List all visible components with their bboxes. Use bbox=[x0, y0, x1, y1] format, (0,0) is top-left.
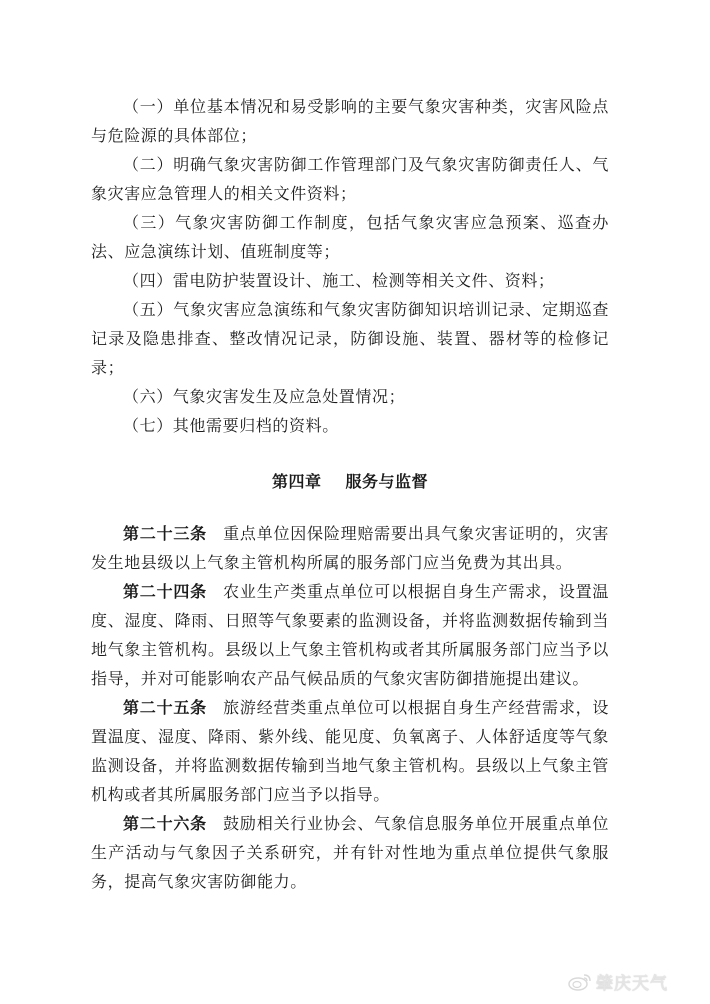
article-text: 鼓励相关行业协会、气象信息服务单位开展重点单位生产活动与气象因子关系研究，并有针对性地为重点单位提供气象服务，提高气象灾害防御能力。 bbox=[91, 814, 609, 891]
weibo-icon bbox=[568, 973, 592, 991]
list-item-5: （五）气象灾害应急演练和气象灾害防御知识培训记录、定期巡查记录及隐患排查、整改情况记录，防御设施、装置、器材等的检修记录； bbox=[91, 300, 609, 377]
list-item-1: （一）单位基本情况和易受影响的主要气象灾害种类，灾害风险点与危险源的具体部位； bbox=[91, 97, 609, 145]
list-item-7: （七）其他需要归档的资料。 bbox=[123, 416, 339, 435]
article-26 bbox=[91, 809, 609, 896]
article-number: 第二十三条 bbox=[123, 524, 207, 543]
article-23 bbox=[91, 519, 609, 577]
article-text: 旅游经营类重点单位可以根据自身生产经营需求，设置温度、湿度、降雨、紫外线、能见度、负氧离子、人体舒适度等气象监测设备，并将监测数据传输到当地气象主管机构。县级以上气象主管机构或者其所属服务部门应当予以指导。 bbox=[91, 698, 609, 804]
list-item-3: （三）气象灾害防御工作制度，包括气象灾害应急预案、巡查办法、应急演练计划、值班制度等； bbox=[91, 213, 609, 261]
article-25 bbox=[91, 693, 609, 809]
chapter-title: 服务与监督 bbox=[345, 472, 429, 491]
document-page bbox=[91, 92, 609, 896]
archive-list bbox=[91, 92, 609, 440]
article-number: 第二十六条 bbox=[123, 814, 207, 833]
list-item-4: （四）雷电防护装置设计、施工、检测等相关文件、资料； bbox=[123, 271, 555, 290]
list-item-6: （六）气象灾害发生及应急处置情况； bbox=[123, 387, 406, 406]
articles bbox=[91, 519, 609, 896]
chapter-number: 第四章 bbox=[271, 472, 322, 491]
article-text: 重点单位因保险理赔需要出具气象灾害证明的，灾害发生地县级以上气象主管机构所属的服务部门应当免费为其出具。 bbox=[91, 524, 609, 572]
chapter-heading bbox=[91, 467, 609, 496]
article-text: 农业生产类重点单位可以根据自身生产需求，设置温度、湿度、降雨、日照等气象要素的监测设备，并将监测数据传输到当地气象主管机构。县级以上气象主管机构或者其所属服务部门应当予以指导，并对可能影响农产品气候品质的气象灾害防御措施提出建议。 bbox=[91, 582, 609, 688]
article-number: 第二十五条 bbox=[123, 698, 207, 717]
article-24 bbox=[91, 577, 609, 693]
watermark-text: 肇庆天气 bbox=[596, 974, 668, 994]
list-item-2: （二）明确气象灾害防御工作管理部门及气象灾害防御责任人、气象灾害应急管理人的相关文件资料； bbox=[91, 155, 609, 203]
watermark bbox=[568, 969, 668, 994]
article-number: 第二十四条 bbox=[123, 582, 207, 601]
